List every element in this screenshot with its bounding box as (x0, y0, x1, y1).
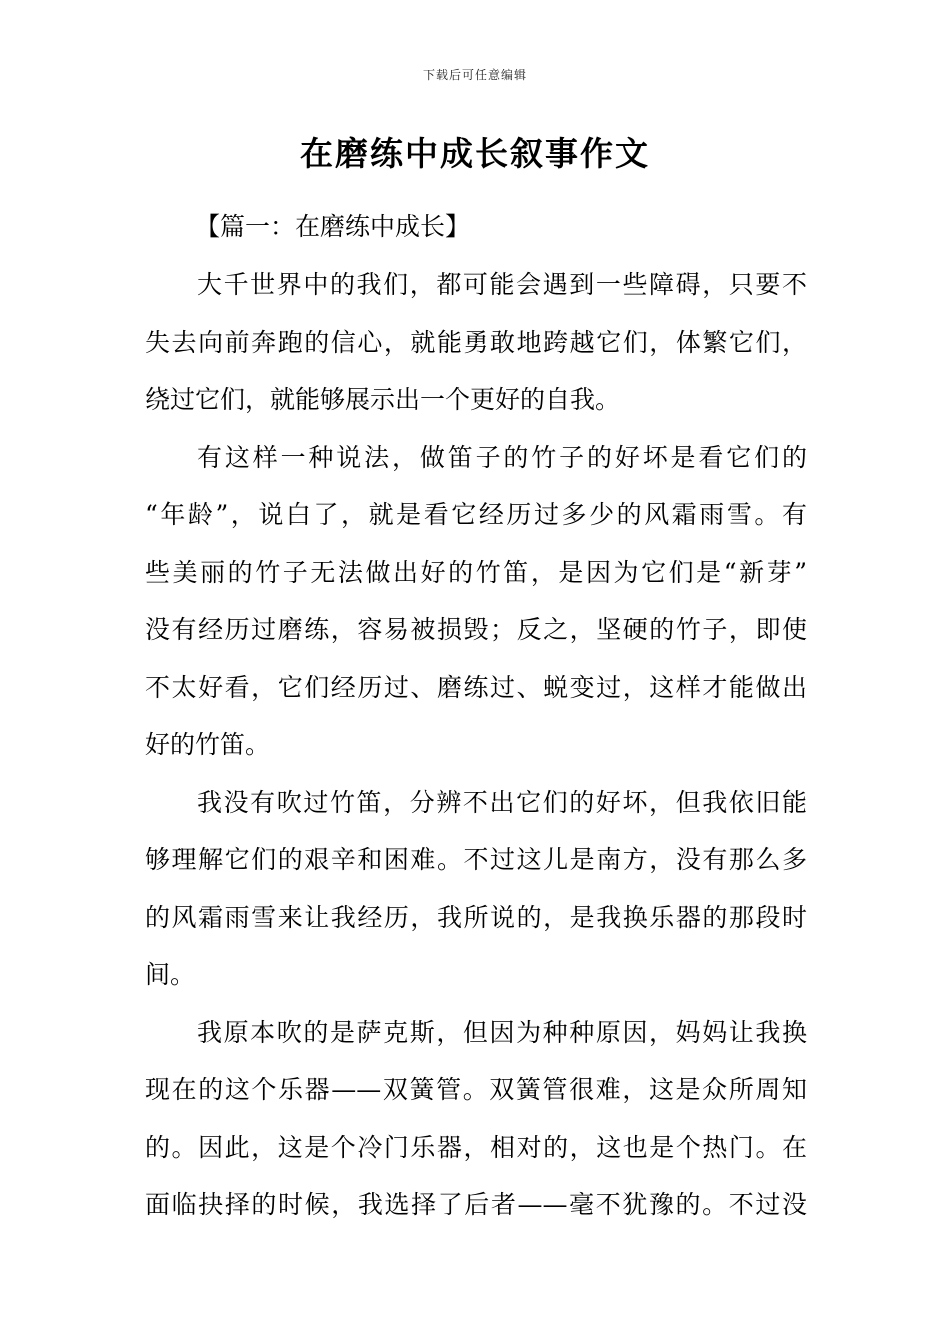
paragraph-line: 有这样一种说法，做笛子的竹子的好坏是看它们的 (197, 442, 807, 472)
paragraph-1 (145, 256, 807, 429)
paragraph-line: 不太好看，它们经历过、磨练过、蜕变过，这样才能做出 (145, 672, 807, 702)
document-body (145, 198, 807, 1234)
paragraph-line: 的。因此，这是个冷门乐器，相对的，这也是个热门。在 (145, 1132, 807, 1162)
paragraph-line: 我没有吹过竹笛，分辨不出它们的好坏，但我依旧能 (197, 787, 807, 817)
paragraph-line: 没有经历过磨练，容易被损毁；反之，坚硬的竹子，即使 (145, 615, 807, 644)
paragraph-line: 大千世界中的我们，都可能会遇到一些障碍，只要不 (197, 270, 807, 299)
paragraph-3 (145, 774, 807, 1004)
document-title: 在磨练中成长叙事作文 (300, 134, 650, 173)
paragraph-line: 我原本吹的是萨克斯，但因为种种原因，妈妈让我换 (197, 1017, 807, 1047)
paragraph-line: 现在的这个乐器——双簧管。双簧管很难，这是众所周知 (145, 1075, 807, 1104)
paragraph-4 (145, 1004, 807, 1234)
paragraph-2 (145, 429, 807, 774)
paragraph-line: 好的竹笛。 (145, 730, 271, 759)
paragraph-line: 的风霜雨雪来让我经历，我所说的，是我换乐器的那段时 (145, 902, 807, 932)
paragraph-line: 失去向前奔跑的信心，就能勇敢地跨越它们，体繁它们， (145, 327, 807, 357)
paragraph-line: 面临抉择的时候，我选择了后者——毫不犹豫的。不过没 (145, 1190, 807, 1219)
paragraph-line: 些美丽的竹子无法做出好的竹笛，是因为它们是“新芽” (145, 557, 807, 587)
paragraph-line: 够理解它们的艰辛和困难。不过这儿是南方，没有那么多 (145, 845, 807, 874)
paragraph-line: “年龄”，说白了，就是看它经历过多少的风霜雨雪。有 (145, 500, 807, 529)
paragraph-line: 间。 (145, 960, 196, 989)
section-heading: 【篇一：在磨练中成长】 (195, 212, 471, 241)
paragraph-line: 绕过它们，就能够展示出一个更好的自我。 (145, 385, 621, 414)
header-note: 下载后可任意编辑 (422, 68, 527, 82)
